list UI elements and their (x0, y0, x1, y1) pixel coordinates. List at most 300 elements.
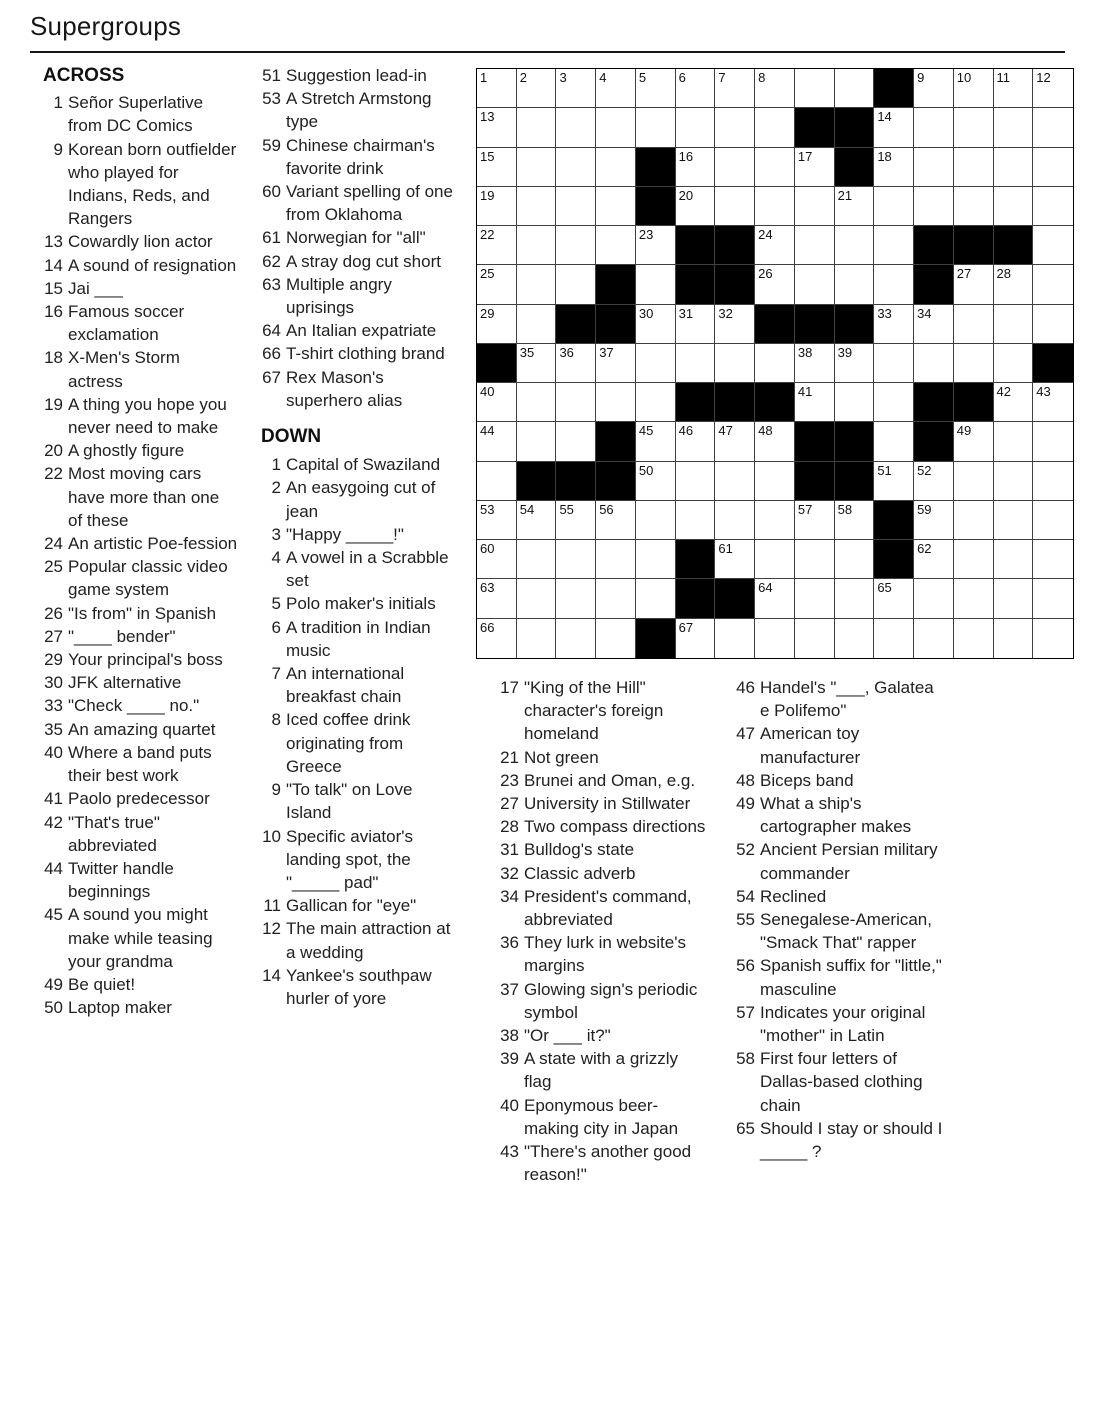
grid-cell-11-1[interactable] (477, 462, 517, 501)
clues-column-2 (259, 64, 460, 1010)
grid-cell-4-12[interactable] (914, 187, 954, 226)
grid-cell-15-3[interactable] (556, 619, 596, 658)
grid-cell-4-13[interactable] (954, 187, 994, 226)
clue-text: A sound you might make while teasing your grandma (68, 905, 213, 971)
grid-cell-7-7[interactable] (715, 305, 755, 344)
grid-cell-14-1[interactable] (477, 579, 517, 618)
grid-cell-14-15[interactable] (1033, 579, 1073, 618)
clue-col2_down-12 (259, 917, 460, 963)
grid-cell-3-12[interactable] (914, 148, 954, 187)
grid-cell-3-3[interactable] (556, 148, 596, 187)
clue-col2_down-8 (259, 708, 460, 778)
grid-cell-5-4[interactable] (596, 226, 636, 265)
grid-cell-8-7[interactable] (715, 344, 755, 383)
grid-cell-12-7[interactable] (715, 501, 755, 540)
grid-cell-13-14[interactable] (994, 540, 1034, 579)
clue-col1_across-19 (41, 393, 238, 439)
clue-number: 40 (44, 742, 63, 762)
grid-cell-12-4[interactable] (596, 501, 636, 540)
grid-cell-14-11[interactable] (874, 579, 914, 618)
grid-cell-1-10[interactable] (835, 69, 875, 108)
clue-number: 65 (736, 1118, 755, 1138)
grid-cell-12-5[interactable] (636, 501, 676, 540)
grid-cell-15-12[interactable] (914, 619, 954, 658)
grid-cell-15-8[interactable] (755, 619, 795, 658)
grid-cell-11-5[interactable] (636, 462, 676, 501)
grid-cell-5-2[interactable] (517, 226, 557, 265)
clue-col3_down-27 (497, 792, 709, 815)
clue-col2_down-14 (259, 964, 460, 1010)
down-clue-list-2 (497, 676, 709, 1186)
grid-cell-9-10[interactable] (835, 383, 875, 422)
grid-cell-11-7[interactable] (715, 462, 755, 501)
clue-number: 35 (44, 719, 63, 739)
grid-cell-3-9[interactable] (795, 148, 835, 187)
grid-cell-6-6-black (676, 265, 716, 304)
grid-cell-8-8[interactable] (755, 344, 795, 383)
clue-number: 38 (500, 1026, 519, 1046)
clue-number: 3 (271, 524, 281, 544)
grid-cell-13-5[interactable] (636, 540, 676, 579)
grid-cell-10-15[interactable] (1033, 422, 1073, 461)
grid-cell-13-15[interactable] (1033, 540, 1073, 579)
cell-number: 19 (480, 187, 495, 203)
grid-cell-3-6[interactable] (676, 148, 716, 187)
clue-number: 57 (736, 1002, 755, 1022)
grid-cell-1-4[interactable] (596, 69, 636, 108)
clue-number: 64 (262, 321, 281, 341)
grid-cell-10-6[interactable] (676, 422, 716, 461)
clue-text: Korean born outfielder who played for Indians, Reds, and Rangers (68, 139, 237, 229)
grid-cell-11-8[interactable] (755, 462, 795, 501)
across-header: ACROSS (43, 65, 125, 86)
grid-cell-5-11[interactable] (874, 226, 914, 265)
crossword-grid (476, 68, 1074, 659)
cell-number: 2 (519, 70, 527, 85)
clue-col3_down-23 (497, 769, 709, 792)
grid-cell-4-4[interactable] (596, 187, 636, 226)
clue-number: 1 (53, 93, 63, 113)
grid-cell-14-4[interactable] (596, 579, 636, 618)
clue-text: Señor Superlative from DC Comics (68, 93, 204, 136)
grid-cell-12-2[interactable] (517, 501, 557, 540)
grid-cell-6-9[interactable] (795, 265, 835, 304)
grid-cell-1-5[interactable] (636, 69, 676, 108)
clue-col1_across-1 (41, 91, 238, 137)
clue-number: 37 (500, 979, 519, 999)
grid-cell-5-15[interactable] (1033, 226, 1073, 265)
clue-text: Popular classic video game system (68, 557, 228, 600)
grid-cell-6-11[interactable] (874, 265, 914, 304)
grid-cell-4-14[interactable] (994, 187, 1034, 226)
clue-number: 41 (44, 789, 63, 809)
grid-cell-9-5[interactable] (636, 383, 676, 422)
down-header: DOWN (261, 426, 322, 448)
grid-cell-7-11[interactable] (874, 305, 914, 344)
grid-cell-2-4[interactable] (596, 108, 636, 147)
clue-number: 59 (262, 135, 281, 155)
grid-cell-13-12[interactable] (914, 540, 954, 579)
grid-cell-7-14[interactable] (994, 305, 1034, 344)
grid-cell-9-2[interactable] (517, 383, 557, 422)
grid-cell-14-10[interactable] (835, 579, 875, 618)
clue-text: University in Stillwater (524, 794, 691, 814)
clue-col1_across-14 (41, 254, 238, 277)
grid-cell-7-15[interactable] (1033, 305, 1073, 344)
grid-cell-11-14[interactable] (994, 462, 1034, 501)
clue-col2_down-4 (259, 546, 460, 592)
title-divider (30, 51, 1065, 53)
grid-cell-15-2[interactable] (517, 619, 557, 658)
grid-cell-7-2[interactable] (517, 305, 557, 344)
grid-cell-6-14[interactable] (994, 265, 1034, 304)
grid-cell-7-12[interactable] (914, 305, 954, 344)
grid-cell-3-4[interactable] (596, 148, 636, 187)
grid-cell-14-12[interactable] (914, 579, 954, 618)
grid-cell-2-14[interactable] (994, 108, 1034, 147)
grid-cell-15-15[interactable] (1033, 619, 1073, 658)
grid-cell-12-15[interactable] (1033, 501, 1073, 540)
grid-cell-10-3[interactable] (556, 422, 596, 461)
grid-cell-8-10[interactable] (835, 344, 875, 383)
grid-cell-2-5[interactable] (636, 108, 676, 147)
clue-number: 24 (44, 534, 63, 554)
grid-cell-7-5[interactable] (636, 305, 676, 344)
grid-cell-3-2[interactable] (517, 148, 557, 187)
grid-cell-5-5[interactable] (636, 226, 676, 265)
grid-cell-13-8[interactable] (755, 540, 795, 579)
clue-col2_across-62 (259, 250, 460, 273)
grid-cell-9-9[interactable] (795, 383, 835, 422)
grid-cell-6-1[interactable] (477, 265, 517, 304)
clue-number: 19 (44, 394, 63, 414)
grid-cell-13-1[interactable] (477, 540, 517, 579)
page-title: Supergroups (30, 11, 182, 41)
grid-cell-8-5[interactable] (636, 344, 676, 383)
grid-cell-5-8[interactable] (755, 226, 795, 265)
grid-cell-15-5-black (636, 619, 676, 658)
clue-number: 30 (44, 673, 63, 693)
grid-cell-4-8[interactable] (755, 187, 795, 226)
cell-number: 11 (996, 70, 1011, 85)
clue-col1_across-33 (41, 694, 238, 717)
grid-cell-15-13[interactable] (954, 619, 994, 658)
grid-cell-4-7[interactable] (715, 187, 755, 226)
clue-number: 40 (500, 1095, 519, 1115)
grid-cell-2-12[interactable] (914, 108, 954, 147)
clue-col2_across-63 (259, 273, 460, 319)
grid-cell-5-10[interactable] (835, 226, 875, 265)
grid-cell-10-7[interactable] (715, 422, 755, 461)
grid-cell-10-1[interactable] (477, 422, 517, 461)
grid-cell-10-4-black (596, 422, 636, 461)
grid-cell-14-14[interactable] (994, 579, 1034, 618)
grid-cell-1-2[interactable] (517, 69, 557, 108)
clue-number: 16 (44, 302, 63, 322)
grid-cell-13-13[interactable] (954, 540, 994, 579)
grid-cell-12-3[interactable] (556, 501, 596, 540)
grid-cell-8-6[interactable] (676, 344, 716, 383)
grid-cell-8-12[interactable] (914, 344, 954, 383)
clue-number: 39 (500, 1049, 519, 1069)
clue-text: JFK alternative (68, 673, 182, 693)
grid-cell-7-13[interactable] (954, 305, 994, 344)
grid-cell-12-8[interactable] (755, 501, 795, 540)
clue-col1_across-35 (41, 718, 238, 741)
grid-cell-5-13-black (954, 226, 994, 265)
grid-cell-2-3[interactable] (556, 108, 596, 147)
cell-number: 22 (480, 227, 495, 243)
grid-cell-15-4[interactable] (596, 619, 636, 658)
grid-cell-3-1[interactable] (477, 148, 517, 187)
grid-cell-1-8[interactable] (755, 69, 795, 108)
clue-text: "Happy _____!" (286, 524, 404, 544)
clue-col3_down-38 (497, 1024, 709, 1047)
grid-cell-7-3-black (556, 305, 596, 344)
grid-cell-2-11[interactable] (874, 108, 914, 147)
clue-text: Paolo predecessor (68, 789, 210, 809)
grid-cell-6-2[interactable] (517, 265, 557, 304)
clue-text: Rex Mason's superhero alias (286, 367, 403, 410)
clue-col1_across-13 (41, 230, 238, 253)
clue-text: Be quiet! (68, 974, 136, 994)
grid-cell-15-14[interactable] (994, 619, 1034, 658)
cell-number: 43 (1036, 384, 1051, 400)
grid-cell-4-11[interactable] (874, 187, 914, 226)
clue-text: Famous soccer exclamation (68, 302, 185, 345)
clue-number: 9 (53, 139, 63, 159)
clue-text: Handel's "___, Galatea e Polifemo" (760, 678, 934, 721)
clue-text: "To talk" on Love Island (286, 780, 413, 823)
grid-cell-14-8[interactable] (755, 579, 795, 618)
grid-cell-12-14[interactable] (994, 501, 1034, 540)
clue-number: 5 (271, 594, 281, 614)
grid-cell-13-9[interactable] (795, 540, 835, 579)
grid-cell-6-15[interactable] (1033, 265, 1073, 304)
grid-cell-11-6[interactable] (676, 462, 716, 501)
grid-cell-12-9[interactable] (795, 501, 835, 540)
cell-number: 64 (758, 580, 773, 596)
clue-number: 53 (262, 89, 281, 109)
grid-cell-12-13[interactable] (954, 501, 994, 540)
grid-cell-9-4[interactable] (596, 383, 636, 422)
grid-cell-11-11[interactable] (874, 462, 914, 501)
grid-cell-13-4[interactable] (596, 540, 636, 579)
grid-cell-2-1[interactable] (477, 108, 517, 147)
grid-cell-9-6-black (676, 383, 716, 422)
grid-cell-5-1[interactable] (477, 226, 517, 265)
grid-cell-1-7[interactable] (715, 69, 755, 108)
grid-cell-10-13[interactable] (954, 422, 994, 461)
grid-cell-4-15[interactable] (1033, 187, 1073, 226)
cell-number: 52 (917, 462, 932, 478)
grid-cell-13-3[interactable] (556, 540, 596, 579)
clue-text: Classic adverb (524, 863, 636, 883)
grid-cell-11-15[interactable] (1033, 462, 1073, 501)
grid-cell-1-1[interactable] (477, 69, 517, 108)
clue-number: 54 (736, 886, 755, 906)
clue-number: 7 (271, 664, 281, 684)
grid-cell-10-2[interactable] (517, 422, 557, 461)
clue-number: 27 (44, 626, 63, 646)
clue-col2_down-6 (259, 616, 460, 662)
grid-cell-7-1[interactable] (477, 305, 517, 344)
cell-number: 53 (480, 501, 495, 517)
clue-col1_across-16 (41, 300, 238, 346)
grid-cell-8-4[interactable] (596, 344, 636, 383)
grid-cell-13-2[interactable] (517, 540, 557, 579)
grid-cell-9-1[interactable] (477, 383, 517, 422)
clue-number: 2 (271, 478, 281, 498)
clue-text: An amazing quartet (68, 719, 216, 739)
grid-cell-7-6[interactable] (676, 305, 716, 344)
grid-cell-8-2[interactable] (517, 344, 557, 383)
grid-cell-12-12[interactable] (914, 501, 954, 540)
clue-col4_down-56 (733, 954, 945, 1000)
grid-cell-4-5-black (636, 187, 676, 226)
grid-cell-15-9[interactable] (795, 619, 835, 658)
grid-cell-2-6[interactable] (676, 108, 716, 147)
grid-cell-2-8[interactable] (755, 108, 795, 147)
clue-number: 20 (44, 441, 63, 461)
grid-cell-15-7[interactable] (715, 619, 755, 658)
grid-cell-6-13[interactable] (954, 265, 994, 304)
grid-cell-13-10[interactable] (835, 540, 875, 579)
grid-cell-4-10[interactable] (835, 187, 875, 226)
grid-cell-3-8[interactable] (755, 148, 795, 187)
grid-cell-10-5[interactable] (636, 422, 676, 461)
grid-cell-6-7-black (715, 265, 755, 304)
grid-cell-8-11[interactable] (874, 344, 914, 383)
clue-text: An international breakfast chain (286, 664, 405, 707)
clue-number: 14 (44, 255, 63, 275)
grid-cell-9-15[interactable] (1033, 383, 1073, 422)
clue-text: "There's another good reason!" (524, 1142, 692, 1185)
grid-cell-14-9[interactable] (795, 579, 835, 618)
cell-number: 46 (678, 423, 694, 439)
grid-cell-6-10[interactable] (835, 265, 875, 304)
cell-number: 14 (877, 109, 892, 125)
clue-text: X-Men's Storm actress (68, 348, 180, 391)
grid-cell-8-9[interactable] (795, 344, 835, 383)
grid-cell-11-2-black (517, 462, 557, 501)
grid-cell-13-7[interactable] (715, 540, 755, 579)
clue-col3_down-40 (497, 1094, 709, 1140)
grid-cell-1-14[interactable] (994, 69, 1034, 108)
grid-cell-9-11[interactable] (874, 383, 914, 422)
grid-cell-11-12[interactable] (914, 462, 954, 501)
cell-number: 33 (877, 305, 892, 321)
clue-col1_across-25 (41, 555, 238, 601)
grid-cell-1-13[interactable] (954, 69, 994, 108)
grid-cell-14-5[interactable] (636, 579, 676, 618)
cell-number: 40 (480, 384, 495, 400)
grid-cell-6-8[interactable] (755, 265, 795, 304)
grid-cell-2-2[interactable] (517, 108, 557, 147)
grid-cell-4-1[interactable] (477, 187, 517, 226)
grid-cell-10-9-black (795, 422, 835, 461)
grid-cell-4-2[interactable] (517, 187, 557, 226)
grid-cell-6-5[interactable] (636, 265, 676, 304)
clue-number: 31 (500, 840, 519, 860)
grid-cell-3-14[interactable] (994, 148, 1034, 187)
grid-cell-11-13[interactable] (954, 462, 994, 501)
clue-col4_down-54 (733, 885, 945, 908)
grid-cell-2-7[interactable] (715, 108, 755, 147)
grid-cell-15-11[interactable] (874, 619, 914, 658)
grid-cell-9-3[interactable] (556, 383, 596, 422)
grid-cell-6-4-black (596, 265, 636, 304)
grid-cell-14-3[interactable] (556, 579, 596, 618)
clue-text: A tradition in Indian music (286, 617, 431, 660)
grid-cell-14-13[interactable] (954, 579, 994, 618)
grid-cell-4-6[interactable] (676, 187, 716, 226)
grid-cell-8-13[interactable] (954, 344, 994, 383)
cell-number: 26 (758, 266, 773, 282)
grid-cell-12-6[interactable] (676, 501, 716, 540)
grid-cell-5-3[interactable] (556, 226, 596, 265)
cell-number: 13 (480, 109, 495, 125)
grid-cell-4-3[interactable] (556, 187, 596, 226)
clue-text: "Check ____ no." (68, 696, 200, 716)
grid-cell-1-15[interactable] (1033, 69, 1073, 108)
grid-cell-9-7-black (715, 383, 755, 422)
grid-cell-15-10[interactable] (835, 619, 875, 658)
clue-col2_down-5 (259, 592, 460, 615)
grid-cell-10-14[interactable] (994, 422, 1034, 461)
cell-number: 21 (837, 187, 853, 203)
grid-cell-6-3[interactable] (556, 265, 596, 304)
grid-cell-5-9[interactable] (795, 226, 835, 265)
clue-text: A vowel in a Scrabble set (286, 548, 449, 591)
clue-number: 58 (736, 1049, 755, 1069)
grid-cell-1-6[interactable] (676, 69, 716, 108)
clue-number: 22 (44, 464, 63, 484)
cell-number: 66 (480, 619, 495, 635)
clue-col2_across-61 (259, 226, 460, 249)
grid-cell-15-1[interactable] (477, 619, 517, 658)
grid-cell-1-12[interactable] (914, 69, 954, 108)
across-clues-column-1 (41, 64, 238, 1019)
grid-cell-9-14[interactable] (994, 383, 1034, 422)
clue-text: A stray dog cut short (286, 251, 441, 271)
grid-cell-2-15[interactable] (1033, 108, 1073, 147)
grid-cell-2-13[interactable] (954, 108, 994, 147)
grid-cell-8-3[interactable] (556, 344, 596, 383)
cell-number: 44 (480, 423, 495, 439)
grid-cell-3-15[interactable] (1033, 148, 1073, 187)
grid-cell-1-9[interactable] (795, 69, 835, 108)
cell-number: 37 (599, 344, 614, 360)
grid-cell-4-9[interactable] (795, 187, 835, 226)
grid-cell-3-11[interactable] (874, 148, 914, 187)
clue-text: "That's true" abbreviated (68, 812, 160, 855)
clue-text: Your principal's boss (68, 650, 223, 670)
grid-cell-10-8[interactable] (755, 422, 795, 461)
grid-cell-10-11[interactable] (874, 422, 914, 461)
clue-text: "Is from" in Spanish (68, 603, 217, 623)
grid-cell-12-1[interactable] (477, 501, 517, 540)
grid-cell-3-13[interactable] (954, 148, 994, 187)
grid-cell-14-2[interactable] (517, 579, 557, 618)
grid-cell-15-6[interactable] (676, 619, 716, 658)
grid-cell-3-7[interactable] (715, 148, 755, 187)
grid-cell-8-14[interactable] (994, 344, 1034, 383)
grid-cell-1-3[interactable] (556, 69, 596, 108)
grid-cell-12-10[interactable] (835, 501, 875, 540)
grid-cell-2-10-black (835, 108, 875, 147)
clue-number: 52 (736, 840, 755, 860)
